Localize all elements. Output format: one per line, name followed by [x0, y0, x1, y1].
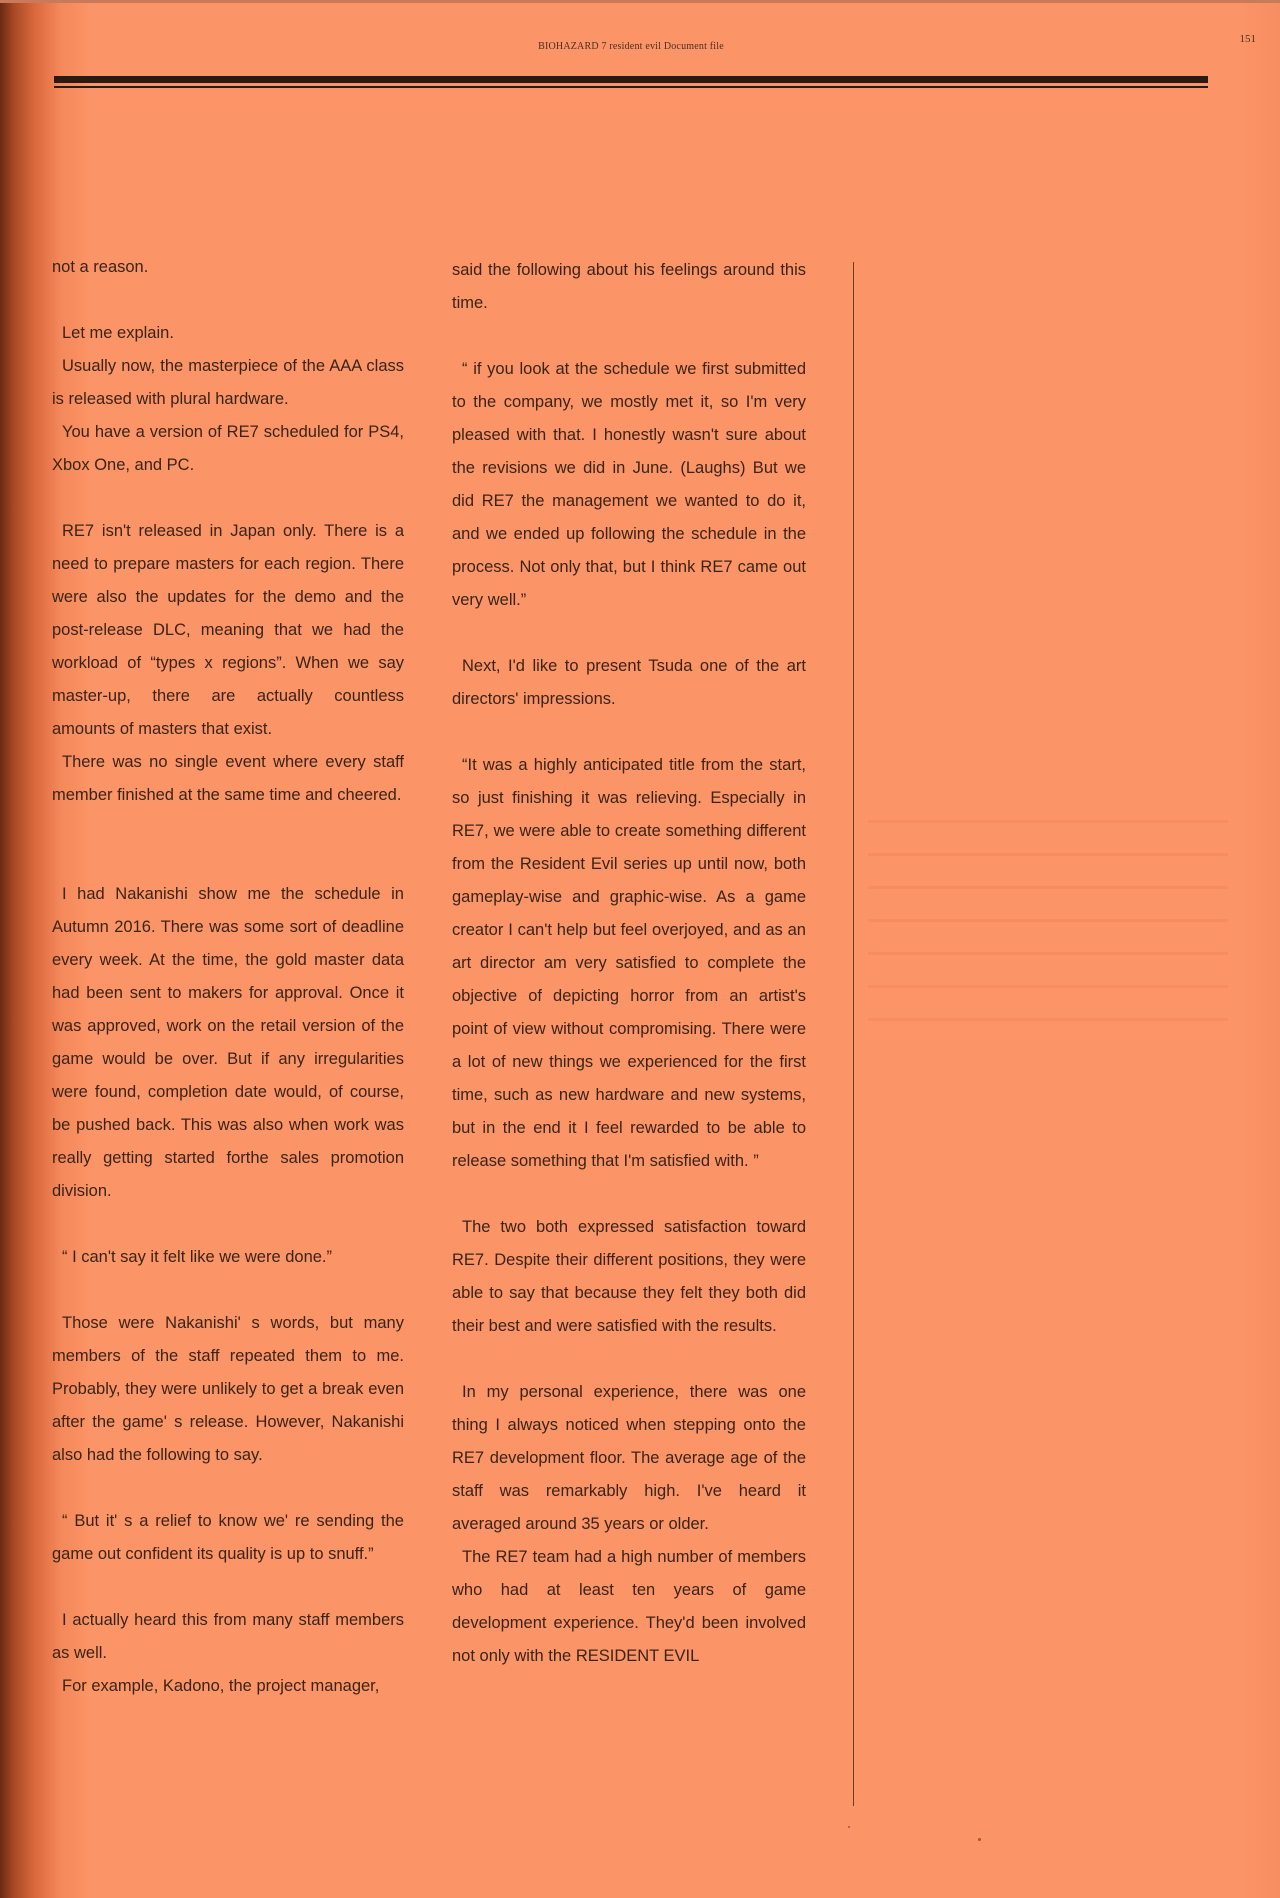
- paragraph-spacer: [452, 617, 806, 650]
- paper-speck: [848, 1826, 850, 1828]
- paragraph-spacer: [52, 1472, 404, 1505]
- paragraph-spacer: [452, 716, 806, 749]
- paper-speck: [978, 1838, 981, 1841]
- paragraph: I had Nakanishi show me the schedule in Autumn 2016. There was some sort of deadline every week. At the time, the gold master data had been sent to makers for approval. Once it was approved, work on the retail version of the game would be over. But if any irregularities were found, completion date would, of course, be pushed back. This was also when work was really getting started forthe sales promotion division.: [52, 885, 404, 1200]
- paragraph-spacer: [452, 1178, 806, 1211]
- header-rule-thick: [54, 76, 1208, 83]
- paragraph: The RE7 team had a high number of members who had at least ten years of game development experience. They'd been involved not only with the RESIDENT EVIL: [452, 1548, 806, 1665]
- paragraph-spacer: [452, 320, 806, 353]
- paragraph: I actually heard this from many staff members as well.: [52, 1611, 404, 1662]
- paragraph: You have a version of RE7 scheduled for PS4, Xbox One, and PC.: [52, 423, 404, 474]
- left-text-column: [52, 251, 404, 1703]
- paragraph-spacer: [52, 1571, 404, 1604]
- paragraph-spacer: [52, 482, 404, 515]
- paragraph: Those were Nakanishi' s words, but many members of the staff repeated them to me. Probably, they were unlikely to get a break even after the game' s release. However, Nakanishi also had the following to say.: [52, 1314, 404, 1464]
- quote: “ if you look at the schedule we first submitted to the company, we mostly met it, so I'm very pleased with that. I honestly wasn't sure about the revisions we did in June. (Laughs) But we did RE7 the management we wanted to do it, and we ended up following the schedule in the process. Not only that, but I think RE7 came out very well.”: [452, 360, 806, 609]
- paragraph: said the following about his feelings around this time.: [452, 261, 806, 312]
- quote: “ I can't say it felt like we were done.”: [62, 1248, 333, 1266]
- page-top-edge: [0, 0, 1280, 3]
- header-rule-thin: [54, 86, 1208, 88]
- show-through-text: [868, 820, 1228, 1030]
- paragraph-spacer: [52, 1274, 404, 1307]
- column-divider: [853, 262, 854, 1806]
- right-text-column: [452, 254, 806, 1673]
- paragraph: The two both expressed satisfaction toward RE7. Despite their different positions, they were able to say that because they felt they both did their best and were satisfied with the results.: [452, 1218, 806, 1335]
- page-number: 151: [1239, 33, 1256, 45]
- quote: “ But it' s a relief to know we' re sending the game out confident its quality is up to snuff.”: [52, 1512, 404, 1563]
- running-header: BIOHAZARD 7 resident evil Document file: [538, 41, 724, 52]
- paragraph-spacer: [452, 1343, 806, 1376]
- paragraph-spacer: [52, 1208, 404, 1241]
- paragraph: Usually now, the masterpiece of the AAA class is released with plural hardware.: [52, 357, 404, 408]
- paragraph: In my personal experience, there was one thing I always noticed when stepping onto the RE7 development floor. The average age of the staff was remarkably high. I've heard it averaged around 35 years or older.: [452, 1383, 806, 1533]
- paragraph: Next, I'd like to present Tsuda one of the art directors' impressions.: [452, 657, 806, 708]
- paragraph-spacer: [52, 812, 404, 878]
- paragraph: For example, Kadono, the project manager,: [62, 1677, 380, 1695]
- paragraph: There was no single event where every staff member finished at the same time and cheered.: [52, 753, 404, 804]
- paragraph: RE7 isn't released in Japan only. There is a need to prepare masters for each region. There were also the updates for the demo and the post-release DLC, meaning that we had the workload of “types x regions”. When we say master-up, there are actually countless amounts of masters that exist.: [52, 522, 404, 738]
- quote: “It was a highly anticipated title from the start, so just finishing it was relieving. Especially in RE7, we were able to create something different from the Resident Evil series up until now, both gameplay-wise and graphic-wise. As a game creator I can't help but feel overjoyed, and as an art director am very satisfied to complete the objective of depicting horror from an artist's point of view without compromising. There were a lot of new things we experienced for the first time, such as new hardware and new systems, but in the end it I feel rewarded to be able to release something that I'm satisfied with. ”: [452, 756, 806, 1170]
- paragraph: not a reason.: [52, 258, 149, 276]
- paragraph-spacer: [52, 284, 404, 317]
- paragraph: Let me explain.: [62, 324, 174, 342]
